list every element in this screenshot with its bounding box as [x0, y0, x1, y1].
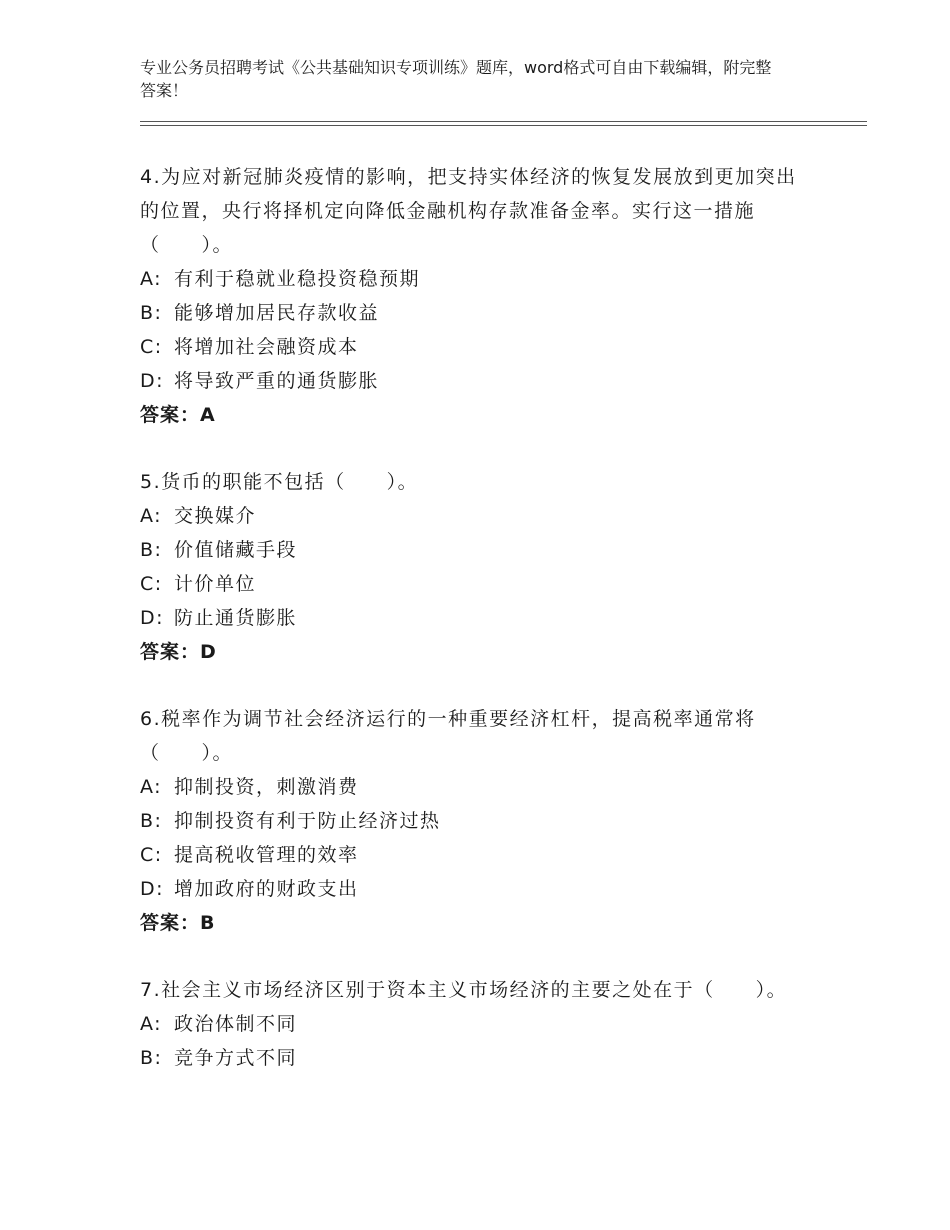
- option-text: 计价单位: [174, 573, 257, 595]
- option-key: D:: [140, 878, 165, 900]
- question-4: [140, 160, 805, 432]
- question-stem: 4.为应对新冠肺炎疫情的影响，把支持实体经济的恢复发展放到更加突出的位置，央行将择机定向降低金融机构存款准备金率。实行这一措施（ ）。: [140, 166, 797, 256]
- option-text: 交换媒介: [174, 505, 257, 527]
- option-key: C:: [140, 844, 163, 866]
- option-b: [140, 296, 805, 330]
- question-stem: 7.社会主义市场经济区别于资本主义市场经济的主要之处在于（ ）。: [140, 979, 788, 1001]
- option-text: 提高税收管理的效率: [174, 844, 359, 866]
- answer-value: A: [200, 404, 216, 426]
- option-b: [140, 804, 805, 838]
- option-key: D:: [140, 607, 165, 629]
- page-header: 专业公务员招聘考试《公共基础知识专项训练》题库，word格式可自由下载编辑，附完整答案！: [140, 58, 772, 100]
- option-key: B:: [140, 810, 163, 832]
- option-text: 抑制投资，刺激消费: [174, 776, 359, 798]
- option-text: 有利于稳就业稳投资稳预期: [174, 268, 421, 290]
- option-d: [140, 601, 805, 635]
- option-key: A:: [140, 776, 163, 798]
- option-key: C:: [140, 573, 163, 595]
- header-double-rule: [140, 121, 867, 126]
- option-a: [140, 1007, 805, 1041]
- answer-line: [140, 635, 805, 669]
- option-text: 政治体制不同: [174, 1013, 298, 1035]
- option-c: [140, 838, 805, 872]
- option-key: B:: [140, 1047, 163, 1069]
- option-d: [140, 364, 805, 398]
- answer-label: 答案：: [140, 641, 201, 663]
- question-5: [140, 465, 805, 669]
- option-text: 抑制投资有利于防止经济过热: [174, 810, 441, 832]
- option-text: 能够增加居民存款收益: [174, 302, 380, 324]
- option-b: [140, 1041, 805, 1075]
- option-key: B:: [140, 539, 163, 561]
- answer-value: D: [200, 641, 217, 663]
- option-d: [140, 872, 805, 906]
- question-list: [140, 160, 805, 1075]
- option-text: 将导致严重的通货膨胀: [174, 370, 380, 392]
- option-a: [140, 262, 805, 296]
- option-a: [140, 770, 805, 804]
- question-stem: 5.货币的职能不包括（ ）。: [140, 471, 419, 493]
- option-text: 竞争方式不同: [174, 1047, 298, 1069]
- option-text: 防止通货膨胀: [174, 607, 298, 629]
- question-6: [140, 702, 805, 940]
- answer-value: B: [200, 912, 216, 934]
- question-7: [140, 973, 805, 1075]
- option-c: [140, 330, 805, 364]
- option-key: A:: [140, 268, 163, 290]
- option-key: A:: [140, 505, 163, 527]
- option-text: 将增加社会融资成本: [174, 336, 359, 358]
- option-key: D:: [140, 370, 165, 392]
- answer-label: 答案：: [140, 912, 201, 934]
- option-text: 增加政府的财政支出: [174, 878, 359, 900]
- option-a: [140, 499, 805, 533]
- option-key: C:: [140, 336, 163, 358]
- option-c: [140, 567, 805, 601]
- question-stem: 6.税率作为调节社会经济运行的一种重要经济杠杆，提高税率通常将（ ）。: [140, 708, 756, 764]
- option-b: [140, 533, 805, 567]
- answer-label: 答案：: [140, 404, 201, 426]
- answer-line: [140, 398, 805, 432]
- answer-line: [140, 906, 805, 940]
- option-key: A:: [140, 1013, 163, 1035]
- option-text: 价值储藏手段: [174, 539, 298, 561]
- option-key: B:: [140, 302, 163, 324]
